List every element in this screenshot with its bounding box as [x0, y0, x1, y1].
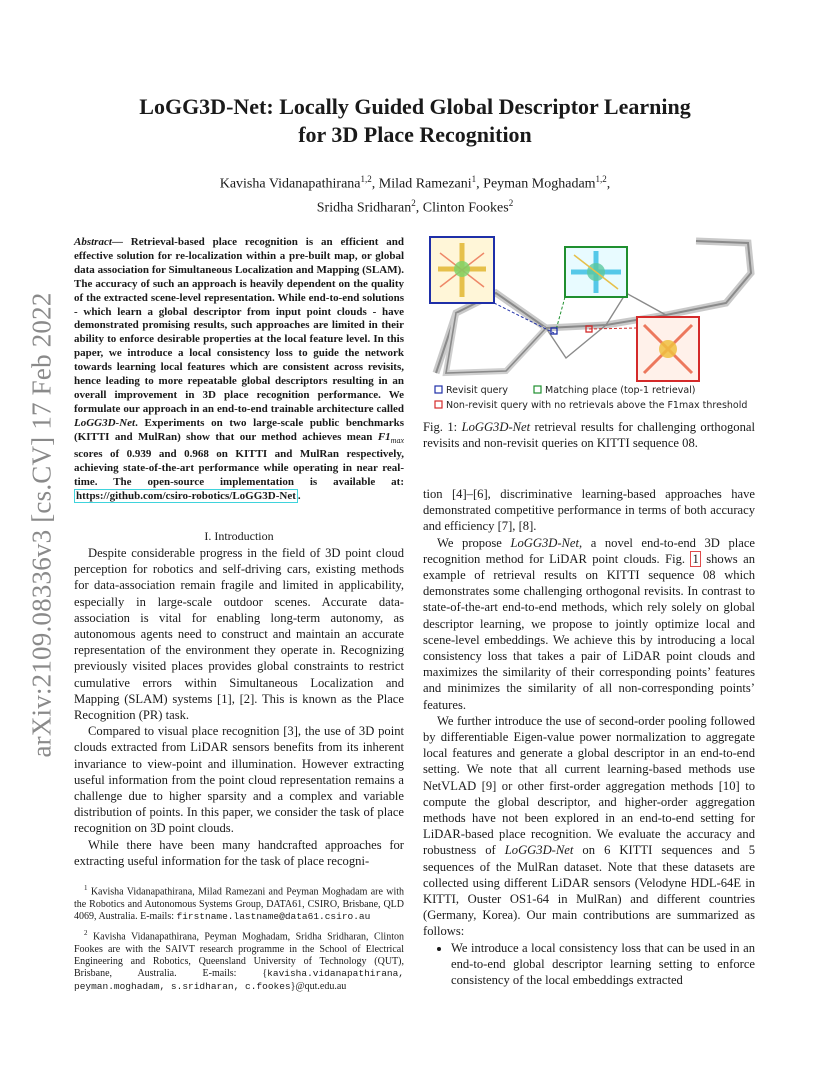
figure-1-graphic [426, 233, 756, 415]
author-name: , Clinton Fookes [415, 200, 509, 216]
matching-place-inset [565, 247, 627, 297]
abstract-label: Abstract [74, 236, 112, 248]
arxiv-stamp-text: arXiv:2109.08336v3 [cs.CV] 17 Feb 2022 [26, 292, 57, 758]
p1-text-b: , a novel end-to-end 3D place recognition method for LiDAR point clouds. Fig. [423, 535, 756, 566]
paper-title [95, 93, 735, 149]
contributions-list [423, 940, 755, 989]
footnote-2-marker: 2 [84, 929, 88, 938]
footnote-2-email: kavisha.vidanapathirana, peyman.moghadam, s.sridharan, c.fookes [74, 968, 404, 992]
legend-revisit-label: Revisit query [446, 385, 509, 396]
right-column-body [423, 486, 755, 988]
right-paragraph-1 [423, 535, 755, 713]
p2-text-b: on 6 KITTI sequences and 5 sequences of the MulRan dataset. Note that these datasets are collected using different LiDAR sensors (Velodyne HDL-64E in KITTI, Ouster OS1-64 in MulRan) and different countries (Germany, Korea). Our main contributions are summarized as follows: [423, 843, 755, 939]
author-affiliation: 2 [411, 197, 416, 208]
legend-nonrevisit-label: Non-revisit query with no retrievals above the F1max threshold [446, 400, 748, 411]
abstract-text-3: scores of 0.939 and 0.968 on KITTI and MulRan respectively, achieving state-of-the-art performance while operating in near real-time. The open-source implementation is available at: [74, 447, 404, 488]
p2-method-name: LoGG3D-Net [504, 843, 574, 858]
author-name: , Peyman Moghadam [476, 176, 596, 192]
legend-match-label: Matching place (top-1 retrieval) [545, 385, 696, 396]
metric-name: F1 [377, 430, 391, 443]
author-name: Sridha Sridharan [316, 200, 412, 216]
figure-1 [426, 233, 756, 415]
author-affiliation: 2 [508, 197, 514, 208]
author-name: Kavisha Vidanapathirana [219, 176, 361, 192]
footnote-1-text: Kavisha Vidanapathirana, Milad Ramezani and Peyman Moghadam are with the Robotics and Autonomous Systems Group, DATA61, CSIRO, Brisbane, QLD 4069, Australia. E-mails: [74, 886, 405, 922]
title-line-2: for 3D Place Recognition [298, 122, 532, 147]
right-paragraph-0: tion [4]–[6], discriminative learning-based approaches have demonstrated competitive performance in terms of both accuracy and efficiency [7], [8]. [423, 487, 755, 534]
left-column-body [74, 545, 404, 869]
revisit-query-inset [430, 237, 494, 303]
author-line-1 [100, 170, 730, 194]
non-revisit-inset [637, 317, 699, 381]
author-line-2 [100, 194, 730, 218]
caption-text: retrieval results for challenging orthogonal revisits and non-revisit queries on KITTI sequence 08. [423, 420, 755, 451]
p1-method-name: LoGG3D-Net [510, 535, 580, 550]
footnote-2-text: Kavisha Vidanapathirana, Peyman Moghadam, Sridha Sridharan, Clinton Fookes are with the SAIVT research programme in the School of Electrical Engineering and Robotics, Queensland University of Technology (QUT), Brisbane, Australia. E-mails: { [74, 931, 404, 980]
intro-paragraph-3: While there have been many handcrafted approaches for extracting useful information for the task of place recogni- [74, 837, 404, 868]
author-affiliation: 1,2 [360, 174, 372, 184]
author-affiliation: 1,2 [595, 174, 607, 184]
arxiv-stamp [22, 285, 62, 765]
metric-subscript: max [390, 435, 404, 445]
right-paragraph-2 [423, 713, 755, 940]
abstract-text-2: . Experiments on two large-scale public benchmarks (KITTI and MulRan) show that our method achieves mean [74, 416, 404, 443]
author-list [100, 170, 730, 217]
footnote-2 [74, 927, 404, 993]
github-link[interactable]: https://github.com/csiro-robotics/LoGG3D-Net [76, 489, 296, 502]
intro-paragraph-2: Compared to visual place recognition [3], the use of 3D point clouds extracted from LiDAR sensors benefits from its inherent invariance to view-point and illumination. However extracting useful information from the point cloud representation remains a challenge due to higher sparsity and a complex and variable distribution of points. In this paper, we consider the task of place recognition on 3D point clouds. [74, 724, 404, 836]
footnote-1-marker: 1 [84, 884, 88, 892]
caption-method-name: LoGG3D-Net [461, 420, 531, 434]
p1-text-a: We propose [437, 535, 511, 550]
intro-paragraph-1: Despite considerable progress in the field of 3D point cloud perception for robotics and self-driving cars, existing methods for data-association remain fragile and limited in applicability, especially in large-scale outdoor scenes. Accurate data-association is vital for enabling long-term autonomy, as autonomous agents need to construct and maintain an accurate representation of the environment they operate in. Recognizing previously visited places provides global constraints to restrict cumulative errors within Simultaneous Localization and Mapping (SLAM) systems [1], [2]. This is known as the Place Recognition (PR) task. [74, 546, 404, 723]
author-separator: , [606, 176, 611, 192]
figure-1-caption [423, 419, 755, 451]
section-heading-introduction: I. Introduction [204, 529, 274, 543]
footnote-1 [74, 882, 404, 923]
title-line-1: LoGG3D-Net: Locally Guided Global Descriptor Learning [139, 94, 691, 119]
author-name: , Milad Ramezani [371, 176, 472, 192]
author-affiliation: 1 [471, 174, 477, 184]
p1-text-c: shows an example of retrieval results on KITTI sequence 08 which demonstrates some challenging orthogonal revisits. In contrast to state-of-the-art end-to-end methods, which rely solely on global descriptor learning, we propose to jointly optimize local and scene-level embeddings. We achieve this by introducing a local consistency loss that takes a pair of LiDAR point clouds and maximizes the similarity of their corresponding points’ features and minimizes the similarity of all non-corresponding points’ features. [423, 551, 755, 712]
method-name: LoGG3D-Net [74, 416, 136, 429]
abstract-text: Retrieval-based place recognition is an efficient and effective solution for re-localization within a pre-built map, or global data association for Simultaneous Localization and Mapping (SLAM). The accuracy of such an approach is heavily dependent on the quality of the extracted scene-level representation. While end-to-end solutions - which learn a global descriptor from input point clouds - have demonstrated promising results, such approaches are limited in their ability to enforce desirable properties at the local feature level. In this paper, we introduce a local consistency loss to guide the network towards learning local features which are consistent across revisits, hence leading to more repeatable global descriptors resulting in an overall improvement in 3D place recognition performance. We formulate our approach in an end-to-end trainable architecture called [74, 236, 404, 415]
p2-text-a: We further introduce the use of second-order pooling followed by differentiable Eigen-value power normalization to aggregate local features and generate a global descriptor in an end-to-end setting. We note that all current learning-based methods use NetVLAD [9] or other first-order aggregation methods [10] to compute the global descriptor, and higher-order aggregation methods have not been explored in an end-to-end setting for LiDAR-based place recognition. We evaluate the accuracy and robustness of [423, 713, 755, 858]
abstract-dash: — [111, 236, 131, 248]
footnote-2-end: }@qut.edu.au [290, 980, 347, 992]
caption-label: Fig. 1: [423, 420, 462, 434]
abstract [74, 236, 404, 503]
figure-reference-link[interactable]: 1 [692, 551, 699, 566]
abstract-end: . [297, 489, 301, 502]
contribution-item: • We introduce a local consistency loss that can be used in an end-to-end global descriptor learning setting to enforce consistency of the local embeddings extracted [451, 940, 755, 989]
footnotes [74, 882, 404, 997]
footnote-1-email: firstname.lastname@data61.csiro.au [176, 910, 371, 922]
